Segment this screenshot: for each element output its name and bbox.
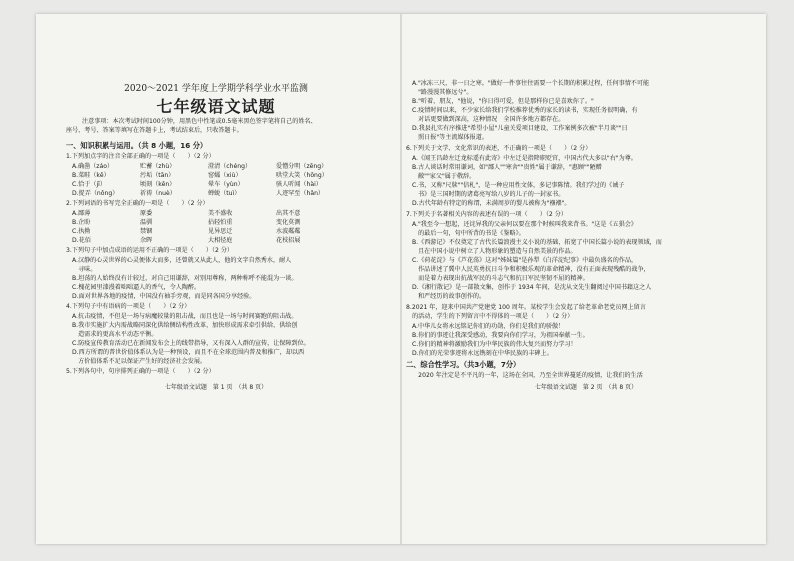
option-line: 书》是三国时期的诸葛亮写给八岁的儿子的一封家书。 (412, 191, 565, 198)
option-line: 寻味。 (72, 266, 97, 273)
option-line: 造需求的更高水平动态平衡。 (72, 331, 158, 338)
option-line: A."冰冻三尺，非一日之寒。"做好一件事往往需要一个长期的积累过程，任何事情不可能 (412, 80, 650, 87)
option-line: C.《荷花淀》与《芦花荡》这对"姊妹篇"是孙犁《白洋淀纪事》中最负盛名的作品， (412, 257, 638, 264)
notice-line: 座号、考号、答案等填写在答题卡上，考试结束后，只收答题卡。 (66, 127, 243, 134)
option-line: B.我市实施扩大内需战略同深化供给侧结构性改革，加快形成需求牵引供给、供给创 (72, 322, 298, 329)
page-footer: 七年级语文试题 第 1 页 （共 8 页） (164, 384, 268, 391)
option-line: B.古人谈话时常用谦词，如"鄙人""寒舍""贵姓"属于谦辞，"惠顾""陋赠 (412, 164, 602, 171)
option-line: C.书，又称"尺牍""信札"，是一种应用性文体，多记事陈情。我们学过的《诫子 (412, 182, 625, 189)
question-stem: 5.下列各句中，句序排列正确的一项是（ ）（2 分） (66, 368, 215, 375)
option-line: C.防疫宣传教育活动已在新闻发布会上的线带指导，又有深入人群的宣传，让保障到位。 (72, 340, 310, 347)
option-line: A.中华儿女将永远铭记你们的功勋，你们是我们的骄傲！ (412, 323, 565, 330)
option-line: 且在中国小说中树立了人物形象的塑造与自然美景的作品。 (412, 248, 577, 255)
paragraph-line: 2020 年注定是不平凡的一年，这场在全国，乃至全世界蔓延的疫情，让我们的生活 (406, 372, 643, 379)
question-stem: 3.下列句子中加点成语的运用不正确的一项是（ ）（2 分） (66, 247, 234, 254)
exam-term-title: 2020～2021 学年度上学期学科学业水平监测 (124, 84, 308, 94)
section-title: 二、综合性学习。（共3小题，7分） (406, 360, 521, 369)
option-line: A.抗击疫情，不但是一场与病魔较量的阻击战，而且也是一场与时间赛跑的阻击战。 (72, 313, 298, 320)
question-stem: 4.下列句子中有语病的一项是（ ）（2 分） (66, 303, 191, 310)
option-line: D.面对世界各地的疫情，中国没有袖手旁观，而是同各国分享经验。 (72, 293, 256, 300)
question-stem: 的活动，学生的下列留言中不得体的一项是（ ）（2 分） (406, 313, 574, 320)
section-title: 一、知识积累与运用。（共 8 小题，16 分） (66, 141, 208, 150)
option-line: 而是着力表现出抗战军民的斗志气和抗日军民坚韧不屈的精神。 (412, 275, 589, 282)
question-stem: 8.2021 年，迎来中国共产党建党 100 周年。某校学生会发起了给老革命老党员网上留言 (406, 304, 646, 311)
option-line: "路漫漫其修远兮"。 (412, 89, 473, 96)
exam-sheet (36, 14, 766, 544)
option-line: B."听着，朋友，"他说，"你日得可爱，但是那样你已是喜欢你了。" (412, 98, 594, 105)
option-line: D.你们的光荣事迹将永远镌刻在中华民族的丰碑上。 (412, 350, 553, 357)
option-line: A."我至今一想起，还诧异我的父亲何以要在那个时候叫我来背书。"这是《五猖会》 (412, 221, 637, 228)
option-line: 和严经历的故事创作的。 (412, 293, 486, 300)
page-2 (406, 14, 766, 544)
option-line: C.槐花园里漆漫着咄咄逼人的香气，令人陶醉。 (72, 284, 201, 291)
option-line: D.古代年龄有特定的称谓，未满周岁的婴儿被称为"襁褓"。 (412, 200, 571, 207)
option-line: 的最后一句，句中所背的书是《鉴略》。 (412, 230, 525, 237)
option-line: A.《闻王昌龄左迁龙标遥有此寄》中左迁是指降职贬官，中国古代大多以"右"为尊。 (412, 155, 637, 162)
notice-line: 注意事项：本次考试时间100分钟，用黑色中性笔或0.5毫米黑色签字笔将自己的姓名、 (82, 118, 317, 125)
option-line: 对话更要做到深高，这种情况 全国许多地方都存在。 (412, 116, 565, 123)
option-line: 敝""家父"属于敬辞。 (412, 173, 476, 180)
question-stem: 7.下列关于名著相关内容的表述有误的一项（ ）（2 分） (406, 211, 567, 218)
option-line: D.西方所谓的普世价值体系认为是一种预设，而且不在全球范围内普及和推广，却以西 (72, 349, 305, 356)
page-footer: 七年级语文试题 第 2 页 （共 8 页） (534, 384, 638, 391)
question-stem: 1.下列加点字的注音全部正确的一项是（ ）（2 分） (66, 153, 215, 160)
question-stem: 2.下列词语的书写完全正确的一项是（ ）（2 分） (66, 200, 209, 207)
exam-title: 七年级语文试题 (156, 97, 276, 116)
option-line: D.《湘行散记》是一部散文集，创作于 1934 年间，是沈从文先生翻阅过中国书籍这之人 (412, 284, 652, 291)
option-line: C.疫情时间以来，不少家长给我们学校推荐优秀的家长的读书，实现任务很明确，有 (412, 107, 638, 114)
page-1: 2020～2021 学年度上学期学科学业水平监测 七年级语文试题 注意事项：本次考试时间100分钟，用黑色中性笔或0.5毫米黑色签字笔将自己的姓名、 座号、考号、答案等填写在答题卡上，考试结束后，只收答题卡。 一、知识积累与运用。（共 8 小题，16 分） 1.下列加点字的注音全部正确的一项是（ ）（2 分） A.确凿（záo） 贮蓄（zhù） 澄清（chéng） 爱憎分明（zēng） B.菜畦（kē） 污垢（tān） 窑孀（xiù） 哄堂大笑（hōng） C.恰于（jī） 顷刻（kěn） 晕车（yùn） 骇人听闻（hài） D.捉弄（nǒng） 祈祷（nuè） 蝉蜕（tuì） 人迹罕至（hǎn） 2.下列词语的书写完全正确的一项是（ ）（2 分） A.鄙薄 原委 美不盛收 出其不意 B.企盼 温驯 拈轻怕重 变化莫测 C.执拗 禁锢 见异思迁 水波粼粼 D.花佰 余晖 大相径庭 花枝招展 3.下列句子中加点成语的运用不正确的一项是（ ）（2 分） A.汉静的心灵世界的心灵便体大而多，还曾就又从此人，他的文字自然秀水，耐人 寻味。 B.坦荡的人始终没有计较过，对自己用谦辞，对别用尊称，两种称呼不能混为一谈。 C.槐花园里漆漫着咄咄逼人的香气，令人陶醉。 D.面对世界各地的疫情，中国没有袖手旁观，而是同各国分享经验。 4.下列句子中有语病的一项是（ ）（2 分） A.抗击疫情，不但是一场与病魔较量的阻击战，而且也是一场与时间赛跑的阻击战。 B.我市实施扩大内需战略同深化供给侧结构性改革，加快形成需求牵引供给、供给创 造需求的更高水平动态平衡。 C.防疫宣传教育活动已在新闻发布会上的线带指导，又有深入人群的宣传，让保障到位。 D.西方所谓的普世价值体系认为是一种预设，而且不在全球范围内普及和推广，却以西 方价值体系不足以保证产生好的经济社会发展。 5.下列各句中，句序排列正确的一项是（ ）（2 分） 七年级语文试题 第 1 页 （共 8 页） (36, 14, 396, 544)
option-line: B.《西游记》不仅奠定了古代长篇浪漫主义小说的基础，拓宽了中国长篇小说的表现领域，而 (412, 239, 662, 246)
option-line: B.你们的事迹让我深受感动，我要向你们学习，为祖国奉献一生。 (412, 332, 589, 339)
option-line: 方价值体系不足以保证产生好的经济社会发展。 (72, 358, 207, 365)
option-line: 作品讲述了冀中人民英勇抗日斗争和积极乐观的革命精神，没有正面表现残酷的战争， (412, 266, 650, 273)
option-line: A.汉静的心灵世界的心灵便体大而多，还曾就又从此人，他的文字自然秀水，耐人 (72, 257, 292, 264)
option-line: 照日报"等主流媒体报道。 (412, 134, 488, 141)
option-line: B.坦荡的人始终没有计较过，对自己用谦辞，对别用尊称，两种称呼不能混为一谈。 (72, 275, 298, 282)
page-fold (400, 14, 402, 544)
option-line: D.我县扎实有序推进"希望小屋"儿童关爱项目建设，工作案例多次被"半月谈""日 (412, 125, 628, 132)
question-stem: 6.下列关于文学、文化常识的表述，不正确的一项是（ ）（2 分） (406, 145, 592, 152)
option-line: C.你们的精神将激励我们为中华民族的伟大复兴而努力学习！ (412, 341, 577, 348)
